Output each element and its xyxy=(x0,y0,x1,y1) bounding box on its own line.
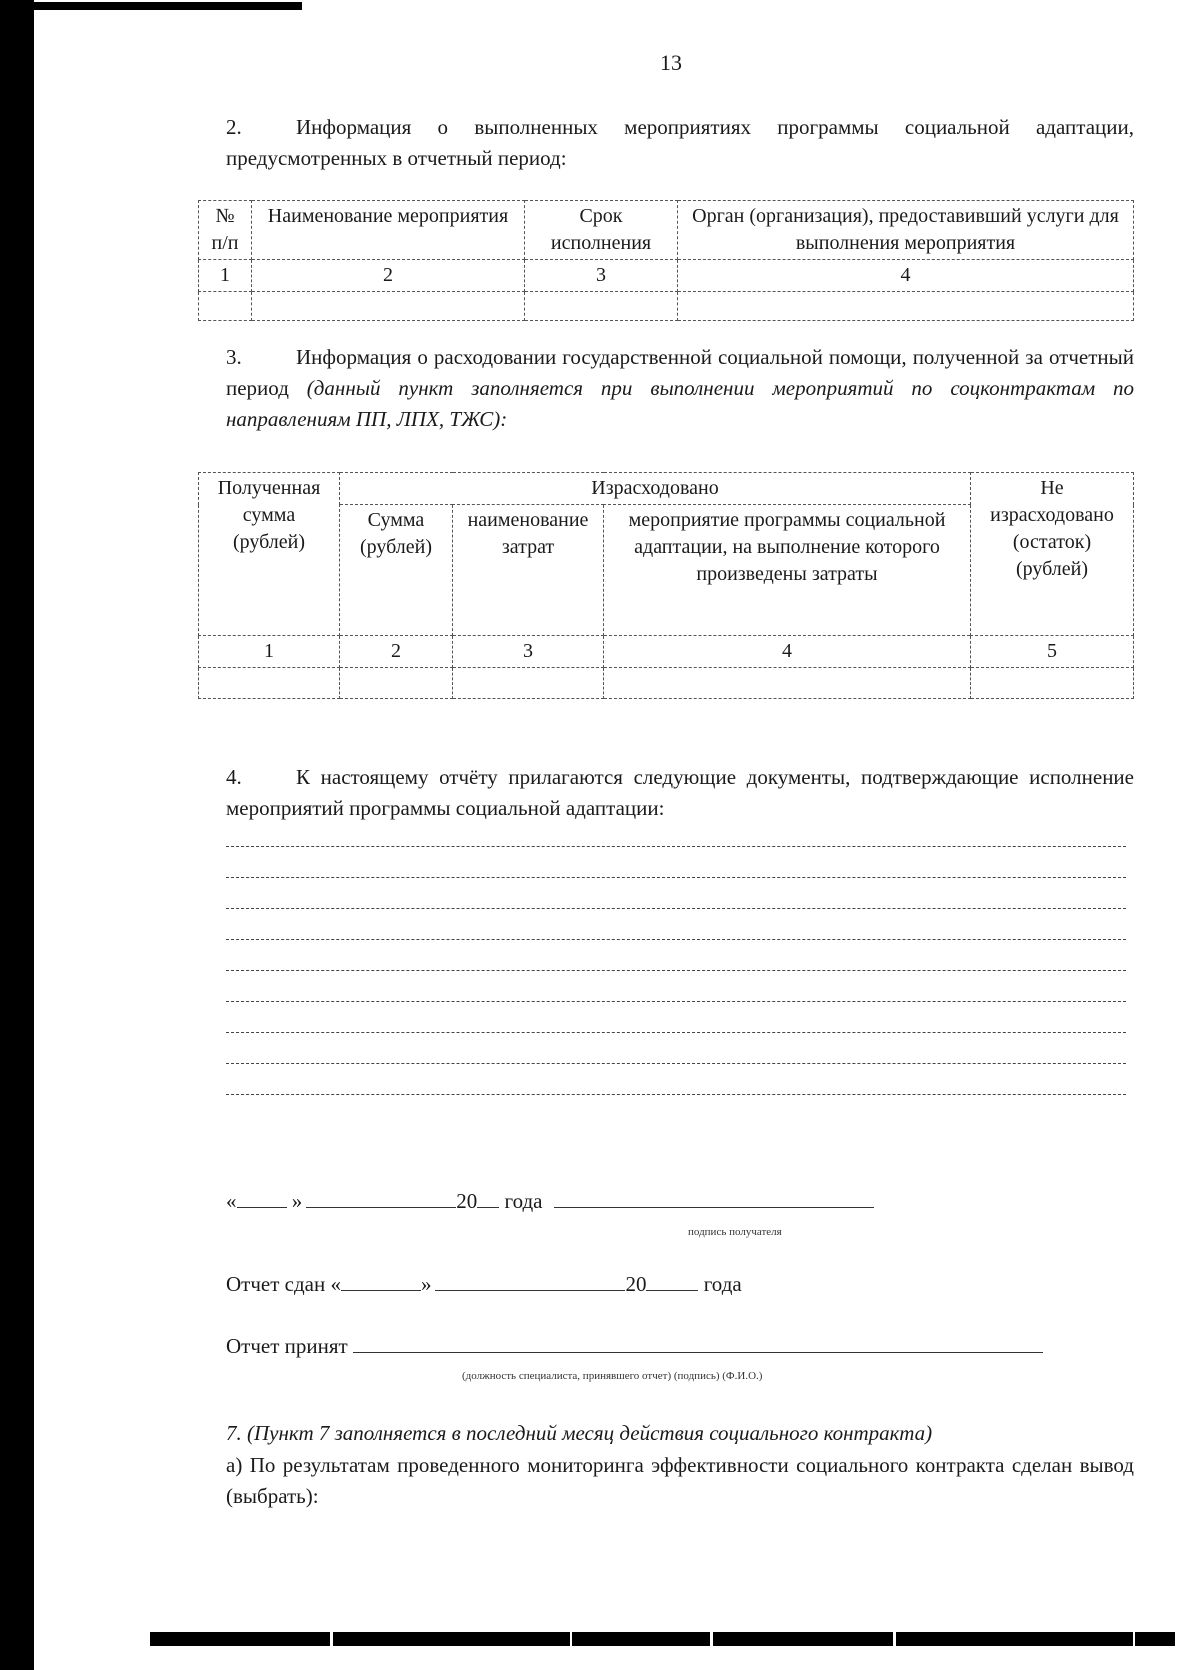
year-field[interactable] xyxy=(477,1207,499,1208)
index-cell: 1 xyxy=(199,260,252,292)
index-cell: 3 xyxy=(525,260,678,292)
table-cell[interactable] xyxy=(604,668,971,699)
submitted-day-field[interactable] xyxy=(341,1290,421,1291)
section-3-number: 3. xyxy=(226,345,242,369)
submitted-year-prefix: 20 xyxy=(625,1272,647,1296)
table-index-row xyxy=(199,636,1134,668)
col-received: Полученная сумма (рублей) xyxy=(199,473,340,636)
report-accepted-row xyxy=(226,1334,1043,1359)
scan-edge-bottom xyxy=(150,1632,1175,1646)
index-cell: 4 xyxy=(678,260,1134,292)
fill-line[interactable] xyxy=(226,1094,1126,1096)
col-provider: Орган (организация), предоставивший услуги для выполнения мероприятия xyxy=(678,201,1134,260)
section-3-body: Информация о расходовании государственной социальной помощи, полученной за отчетный период xyxy=(226,345,1134,400)
submitted-year-suffix: года xyxy=(703,1272,742,1296)
section-3-note: (данный пункт заполняется при выполнении мероприятий по соцконтрактам по направлениям ПП, ЛПХ, ТЖС): xyxy=(226,376,1134,431)
day-field[interactable] xyxy=(237,1207,287,1208)
expenditure-table xyxy=(198,472,1134,699)
table-cell[interactable] xyxy=(199,292,252,321)
section-2-text xyxy=(226,112,1134,174)
year-prefix: 20 xyxy=(456,1189,478,1213)
accepted-by-caption: (должность специалиста, принявшего отчет) (подпись) (Ф.И.О.) xyxy=(462,1370,763,1382)
date-close-quote: » xyxy=(291,1189,303,1213)
index-cell: 1 xyxy=(199,636,340,668)
page-number: 13 xyxy=(660,50,682,75)
scan-edge-left xyxy=(0,0,34,1670)
month-field[interactable] xyxy=(306,1207,456,1208)
section-7-heading: 7. (Пункт 7 заполняется в последний месяц действия социального контракта) xyxy=(226,1421,933,1445)
section-3-text xyxy=(226,342,1134,435)
col-spent: Израсходовано xyxy=(340,473,971,505)
table-cell[interactable] xyxy=(525,292,678,321)
table-row xyxy=(199,292,1134,321)
fill-line[interactable] xyxy=(226,1001,1126,1003)
table-cell[interactable] xyxy=(340,668,453,699)
col-not-spent: Не израсходовано (остаток) (рублей) xyxy=(971,473,1134,636)
date-open-quote: « xyxy=(226,1189,237,1213)
fill-line[interactable] xyxy=(226,846,1126,848)
section-4-number: 4. xyxy=(226,765,242,789)
table-cell[interactable] xyxy=(199,668,340,699)
report-submitted-row xyxy=(226,1272,742,1297)
table-header-row xyxy=(199,201,1134,260)
fill-line[interactable] xyxy=(226,1032,1126,1034)
accepted-by-field[interactable] xyxy=(353,1352,1043,1353)
section-4-text xyxy=(226,762,1134,824)
fill-line[interactable] xyxy=(226,908,1126,910)
scan-edge-top xyxy=(34,2,302,10)
table-cell[interactable] xyxy=(971,668,1134,699)
index-cell: 2 xyxy=(340,636,453,668)
table-cell[interactable] xyxy=(453,668,604,699)
index-cell: 2 xyxy=(252,260,525,292)
fill-line[interactable] xyxy=(226,877,1126,879)
col-activity-name: Наименование мероприятия xyxy=(252,201,525,260)
col-cost-name: наименование затрат xyxy=(453,505,604,636)
index-cell: 3 xyxy=(453,636,604,668)
fill-line[interactable] xyxy=(226,970,1126,972)
report-submitted-label: Отчет сдан « xyxy=(226,1272,341,1296)
table-row xyxy=(199,668,1134,699)
col-number: № п/п xyxy=(199,201,252,260)
signature-date-row xyxy=(226,1189,874,1214)
submitted-month-field[interactable] xyxy=(435,1290,625,1291)
submitted-year-field[interactable] xyxy=(646,1290,698,1291)
documents-fill-lines xyxy=(226,846,1126,1125)
recipient-signature-field[interactable] xyxy=(554,1207,874,1208)
section-2-number: 2. xyxy=(226,115,242,139)
table-index-row xyxy=(199,260,1134,292)
section-7-text: а) По результатам проведенного мониторинга эффективности социального контракта сделан вывод (выбрать): xyxy=(226,1453,1134,1508)
fill-line[interactable] xyxy=(226,939,1126,941)
report-submitted-close: » xyxy=(420,1272,432,1296)
table-cell[interactable] xyxy=(678,292,1134,321)
activities-table xyxy=(198,200,1134,321)
report-accepted-label: Отчет принят xyxy=(226,1334,348,1358)
fill-line[interactable] xyxy=(226,1063,1126,1065)
table-header-row xyxy=(199,473,1134,505)
col-program-activity: мероприятие программы социальной адаптации, на выполнение которого произведены затраты xyxy=(604,505,971,636)
index-cell: 5 xyxy=(971,636,1134,668)
col-sum: Сумма (рублей) xyxy=(340,505,453,636)
col-deadline: Срок исполнения xyxy=(525,201,678,260)
year-suffix: года xyxy=(504,1189,543,1213)
table-cell[interactable] xyxy=(252,292,525,321)
section-4-body: К настоящему отчёту прилагаются следующие документы, подтверждающие исполнение мероприятий программы социальной адаптации: xyxy=(226,765,1134,820)
recipient-signature-caption: подпись получателя xyxy=(688,1226,782,1238)
index-cell: 4 xyxy=(604,636,971,668)
section-2-body: Информация о выполненных мероприятиях программы социальной адаптации, предусмотренных в отчетный период: xyxy=(226,115,1134,170)
